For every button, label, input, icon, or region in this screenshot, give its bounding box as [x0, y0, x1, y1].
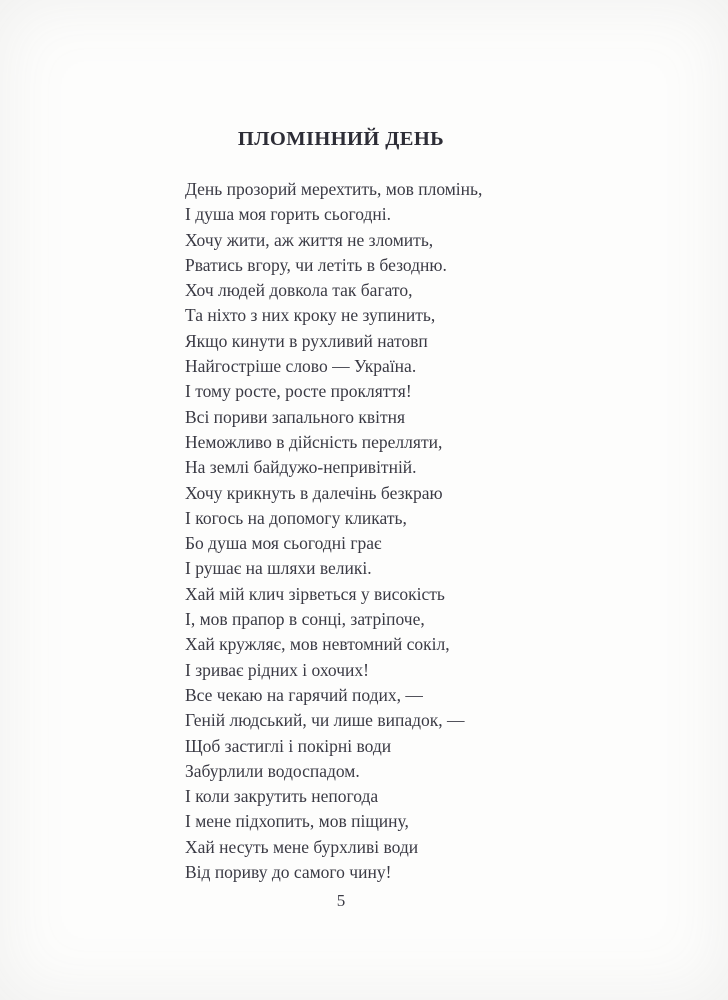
- poem-line: Хочу жити, аж життя не зломить,: [185, 229, 434, 250]
- poem-line: Хочу крикнуть в далечінь безкраю: [185, 482, 443, 503]
- poem-line: Хай кружляє, мов невтомний сокіл,: [185, 634, 450, 655]
- poem-line: Хай несуть мене бурхливі води: [185, 836, 419, 857]
- poem-line: Всі пориви запального квітня: [185, 406, 406, 427]
- poem-line: Та ніхто з них кроку не зупинить,: [185, 305, 436, 326]
- poem-line: І зриває рідних і охочих!: [185, 659, 369, 680]
- poem-line: Геній людський, чи лише випадок, —: [185, 710, 465, 731]
- poem-line: Бо душа моя сьогодні грає: [185, 533, 382, 554]
- poem-line: І, мов прапор в сонці, затріпоче,: [185, 609, 425, 630]
- poem-line: На землі байдужо-непривітній.: [185, 457, 417, 478]
- poem-line: Якщо кинути в рухливий натовп: [185, 330, 428, 351]
- poem-line: Хоч людей довкола так багато,: [185, 280, 413, 301]
- poem-line: Рватись вгору, чи летіть в безодню.: [185, 254, 447, 275]
- poem-line: Неможливо в дійсність перелляти,: [185, 431, 443, 452]
- poem-line: День прозорий мерехтить, мов пломінь,: [185, 179, 483, 199]
- poem-line: Забурлили водоспадом.: [185, 760, 360, 781]
- poem-line: І тому росте, росте прокляття!: [185, 381, 412, 402]
- poem-line: І рушає на шляхи великі.: [185, 558, 372, 579]
- poem-line: І душа моя горить сьогодні.: [185, 204, 391, 225]
- poem-line: І коли закрутить непогода: [185, 786, 379, 807]
- poem-title: ПЛОМІННИЙ ДЕНЬ: [237, 128, 445, 150]
- poem-line: Щоб застиглі і покірні води: [185, 735, 392, 756]
- poem-body: [185, 177, 545, 885]
- poem-line: І когось на допомогу кликать,: [185, 507, 407, 528]
- page-number: 5: [336, 891, 346, 910]
- poem-line: Хай мій клич зірветься у високість: [185, 583, 445, 604]
- poem-line: І мене підхопить, мов піщину,: [185, 811, 409, 832]
- poem-line: Все чекаю на гарячий подих, —: [185, 684, 423, 705]
- poem-line: Найгостріше слово — Україна.: [185, 356, 417, 377]
- poem-line: Від пориву до самого чину!: [185, 862, 392, 883]
